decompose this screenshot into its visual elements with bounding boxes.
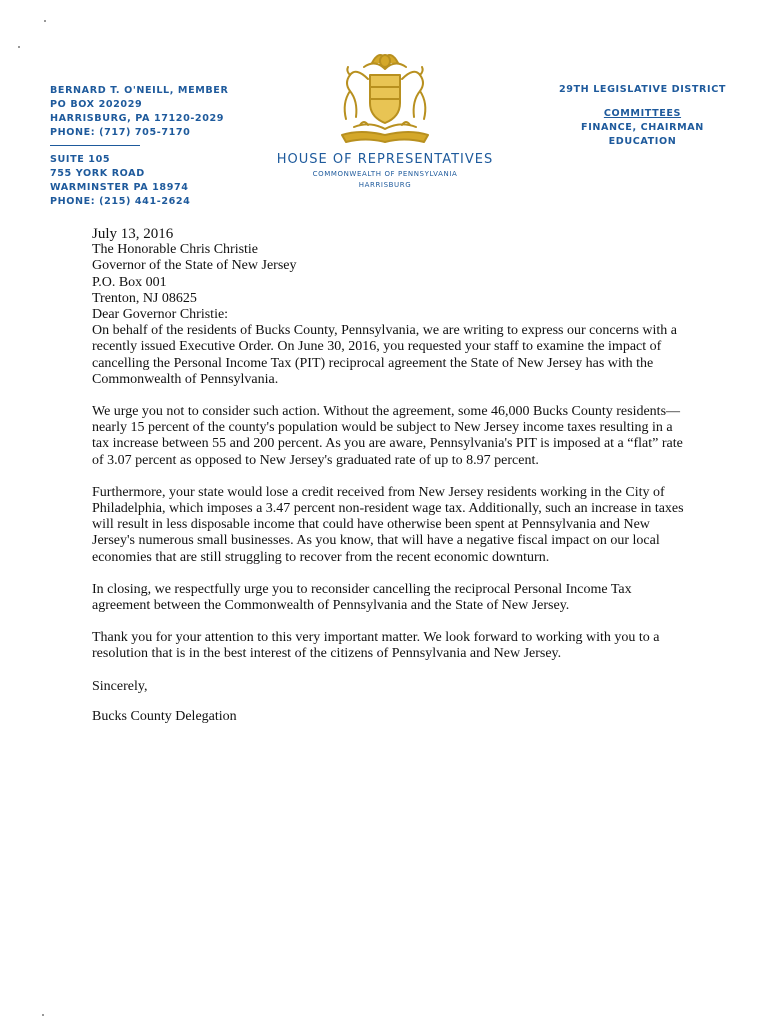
address-divider: [50, 145, 140, 146]
district-committees-block: [559, 83, 726, 149]
body-paragraph: On behalf of the residents of Bucks County, Pennsylvania, we are writing to express our concerns with a recently issued Executive Order. On June 30, 2016, you requested your staff to examine the impact of cancelling the Personal Income Tax (PIT) reciprocal agreement the State of New Jersey has with the Commonwealth of Pennsylvania.: [92, 323, 678, 387]
office-street: 755 YORK ROAD: [50, 168, 145, 179]
office-suite: SUITE 105: [50, 154, 111, 165]
committee-item: EDUCATION: [608, 136, 677, 147]
recipient-line: Governor of the State of New Jersey: [92, 258, 297, 274]
member-po-box: PO BOX 202029: [50, 99, 143, 110]
office-city: WARMINSTER PA 18974: [50, 182, 189, 193]
letter-date: July 13, 2016: [92, 226, 174, 242]
body-paragraph: Furthermore, your state would lose a credit received from New Jersey residents working in the City of Philadelphia, which imposes a 3.47 percent non-resident wage tax. Additionally, such an increase in taxes will result in less disposable income that could have otherwise been spent at Pennsylvania and New Jersey's numerous small businesses. As you know, that will have a negative fiscal impact on our local economies that are still struggling to recover from the recent economic downturn.: [92, 484, 684, 565]
body-paragraph: We urge you not to consider such action. Without the agreement, some 46,000 Bucks County residents—nearly 15 percent of the county's population would be subject to New Jersey income taxes resulting in a tax increase between 55 and 200 percent. As you are aware, Pennsylvania's PIT is imposed at a “flat” rate of 3.07 percent as opposed to New Jersey's graduated rate of up to 8.97 percent.: [92, 404, 683, 468]
recipient-address: [92, 242, 692, 307]
member-phone: PHONE: (717) 705-7170: [50, 127, 191, 138]
commonwealth-label: COMMONWEALTH OF PENNSYLVANIA: [312, 170, 458, 178]
pennsylvania-coat-of-arms-icon: [320, 45, 450, 150]
house-name: HOUSE OF REPRESENTATIVES: [276, 152, 494, 167]
office-phone: PHONE: (215) 441-2624: [50, 196, 191, 207]
recipient-line: P.O. Box 001: [92, 274, 167, 290]
recipient-line: Trenton, NJ 08625: [92, 290, 197, 306]
city-label: HARRISBURG: [358, 181, 412, 189]
scan-speck: [44, 20, 46, 22]
scan-speck: [18, 46, 20, 48]
member-address-block: [50, 84, 228, 152]
member-city: HARRISBURG, PA 17120-2029: [50, 113, 225, 124]
scan-speck: [42, 1014, 44, 1016]
closing: Sincerely,: [92, 678, 148, 694]
body-paragraph: In closing, we respectfully urge you to reconsider cancelling the reciprocal Personal Income Tax agreement between the Commonwealth of Pennsylvania and the State of New Jersey.: [92, 581, 632, 614]
letter-body: [92, 226, 692, 725]
committee-item: FINANCE, CHAIRMAN: [581, 122, 704, 133]
district-office-block: [50, 153, 190, 209]
salutation: Dear Governor Christie:: [92, 307, 229, 323]
recipient-line: The Honorable Chris Christie: [92, 242, 259, 258]
letterhead-center: [250, 45, 520, 189]
signature: Bucks County Delegation: [92, 708, 237, 724]
member-name: BERNARD T. O'NEILL, MEMBER: [50, 85, 229, 96]
legislative-district: 29TH LEGISLATIVE DISTRICT: [558, 84, 726, 95]
body-paragraph: Thank you for your attention to this very important matter. We look forward to working with you to a resolution that is in the best interest of the citizens of Pennsylvania and New Jersey.: [92, 630, 660, 662]
committees-heading: COMMITTEES: [603, 108, 682, 119]
